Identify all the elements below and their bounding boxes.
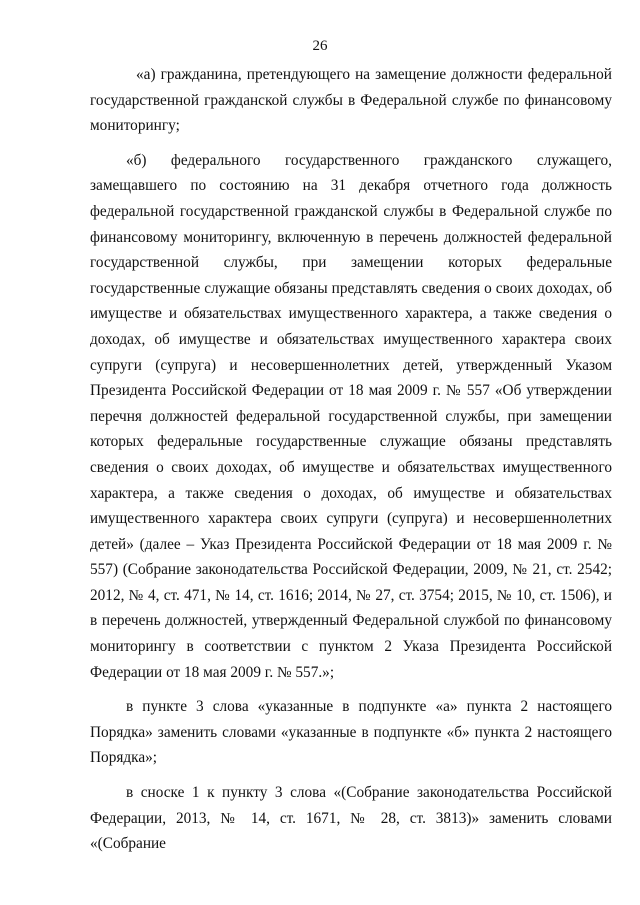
paragraph-subpoint-b: «б) федерального государственного гражданского служащего, замещавшего по состоянию на 31 декабря отчетного года должность федеральной государственной гражданской службы в Федеральной службе по финансовому мониторингу, включенную в перечень должностей федеральной государственной службы, при замещении которых федеральные государственные служащие обязаны представлять сведения о своих доходах, об имуществе и обязательствах имущественного характера, а также сведения о доходах, об имуществе и обязательствах имущественного характера своих супруги (супруга) и несовершеннолетних детей, утвержденный Указом Президента Российской Федерации от 18 мая 2009 г. № 557 «Об утверждении перечня должностей федеральной государственной службы, при замещении которых федеральные государственные служащие обязаны представлять сведения о своих доходах, об имуществе и обязательствах имущественного характера, а также сведения о доходах, об имуществе и обязательствах имущественного характера своих супруги (супруга) и несовершеннолетних детей» (далее – Указ Президента Российской Федерации от 18 мая 2009 г. № 557) (Собрание законодательства Российской Федерации, 2009, № 21, ст. 2542; 2012, № 4, ст. 471, № 14, ст. 1616; 2014, № 27, ст. 3754; 2015, № 10, ст. 1506), и в перечень должностей, утвержденный Федеральной службой по финансовому мониторингу в соответствии с пунктом 2 Указа Президента Российской Федерации от 18 мая 2009 г. № 557.»; [90, 151, 612, 681]
paragraph-point-3: в пункте 3 слова «указанные в подпункте «а» пункта 2 настоящего Порядка» заменить словами «указанные в подпункте «б» пункта 2 настоящего Порядка»; [90, 698, 612, 767]
page-number: 26 [312, 38, 328, 54]
document-body [90, 62, 612, 857]
paragraph-subpoint-a: «а) гражданина, претендующего на замещение должности федеральной государственной гражданской службы в Федеральной службе по финансовому мониторингу; [90, 66, 612, 135]
paragraph-footnote-1: в сноске 1 к пункту 3 слова «(Собрание законодательства Российской Федерации, 2013, № 14, ст. 1671, № 28, ст. 3813)» заменить словами «(Собрание [90, 784, 612, 853]
